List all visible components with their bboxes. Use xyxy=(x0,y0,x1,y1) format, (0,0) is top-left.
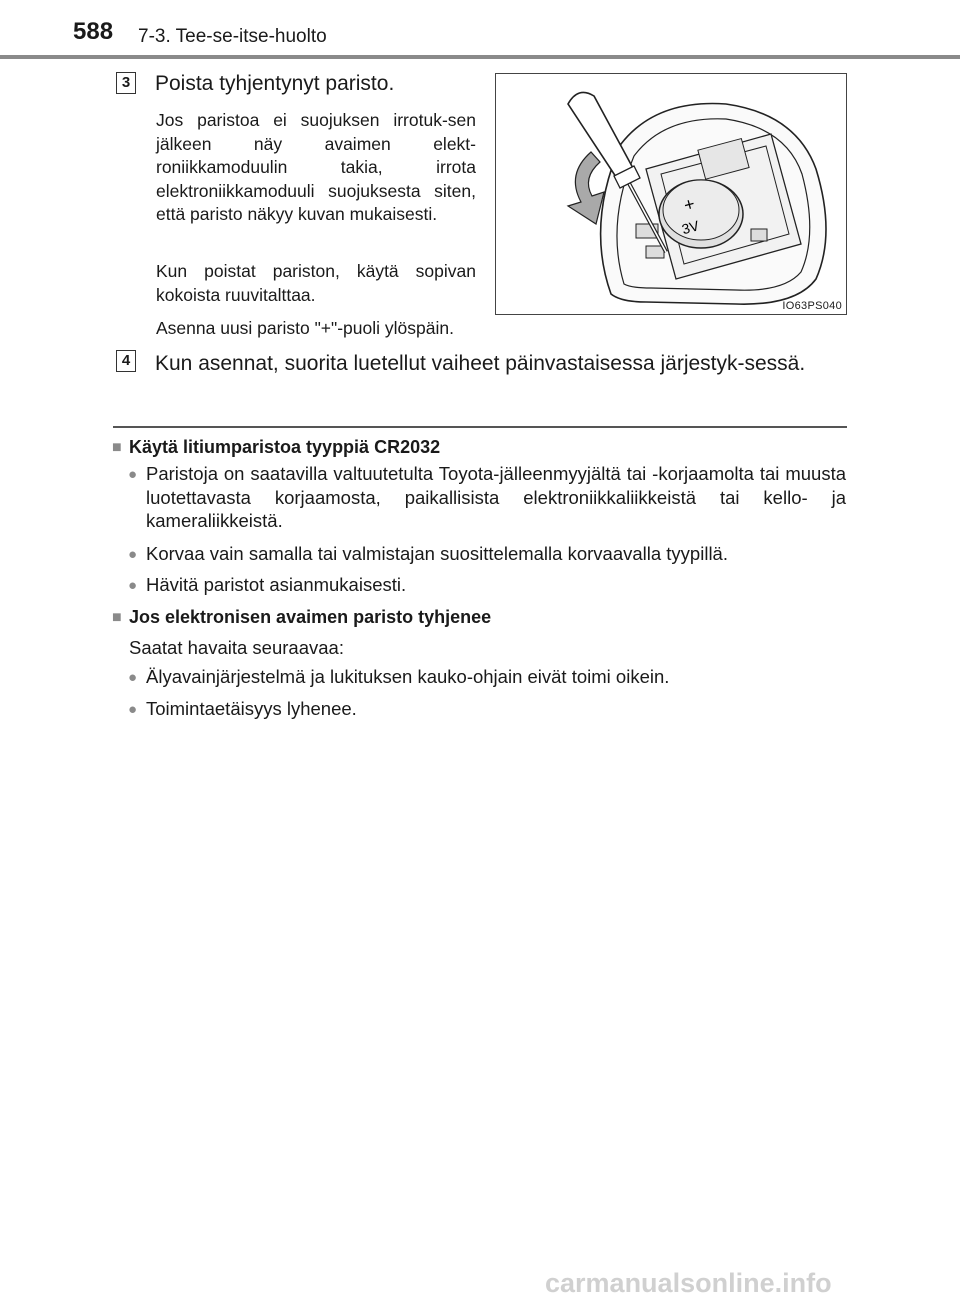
section-2-bullet-2: Toimintaetäisyys lyhenee. xyxy=(146,698,357,719)
rotation-arrow-icon xyxy=(568,152,604,224)
section-divider xyxy=(113,426,847,428)
header-rule xyxy=(0,55,960,59)
section-2-marker-icon: ■ xyxy=(112,609,122,626)
section-1-bullet-1: Paristoja on saatavilla valtuutetulta Toyota-jälleenmyyjältä tai -korjaamolta tai muusta luotettavasta korjaamosta, paikallisista elektroniikkaliikkeistä tai kello- ja kameraliikkeistä. xyxy=(146,463,846,531)
section-1-bullet-3: Hävitä paristot asianmukaisesti. xyxy=(146,574,407,595)
section-1-marker-icon: ■ xyxy=(112,439,122,456)
step-3-paragraph-1: Jos paristoa ei suojuksen irrotuk-sen jälkeen näy avaimen elekt-roniikkamoduulin takia, irrota elektroniikkamoduuli suojuksesta siten, että paristo näkyy kuvan mukaisesti. xyxy=(156,110,476,224)
section-title: 7-3. Tee-se-itse-huolto xyxy=(138,26,327,47)
step-3-paragraph-3: Asenna uusi paristo "+"-puoli ylöspäin. xyxy=(156,318,454,338)
section-1-bullet-2: Korvaa vain samalla tai valmistajan suosittelemalla korvaavalla tyypillä. xyxy=(146,543,728,564)
step-3-heading: Poista tyhjentynyt paristo. xyxy=(155,72,395,95)
battery-plus-label: + xyxy=(681,193,697,216)
page-number: 588 xyxy=(73,18,114,45)
section-2-title: Jos elektronisen avaimen paristo tyhjenee xyxy=(129,607,492,627)
section-1-title: Käytä litiumparistoa tyyppiä CR2032 xyxy=(129,437,441,457)
step-3-badge: 3 xyxy=(116,72,136,94)
battery-removal-figure xyxy=(495,73,847,315)
bullet-icon: ● xyxy=(128,546,138,563)
figure-code: IO63PS040 xyxy=(782,300,842,312)
section-2-intro: Saatat havaita seuraavaa: xyxy=(129,637,344,658)
bullet-icon: ● xyxy=(128,669,138,686)
watermark: carmanualsonline.info xyxy=(545,1268,832,1298)
bullet-icon: ● xyxy=(128,466,138,483)
bullet-icon: ● xyxy=(128,577,138,594)
battery-voltage-label: 3V xyxy=(680,217,701,238)
step-4-badge: 4 xyxy=(116,350,136,372)
key-fob-illustration xyxy=(496,74,847,315)
step-3-paragraph-2: Kun poistat pariston, käytä sopivan kokoista ruuvitalttaa. xyxy=(156,261,476,305)
bullet-icon: ● xyxy=(128,701,138,718)
step-4-heading: Kun asennat, suorita luetellut vaiheet päinvastaisessa järjestyk-sessä. xyxy=(155,352,806,375)
section-2-bullet-1: Älyavainjärjestelmä ja lukituksen kauko-ohjain eivät toimi oikein. xyxy=(146,666,670,687)
